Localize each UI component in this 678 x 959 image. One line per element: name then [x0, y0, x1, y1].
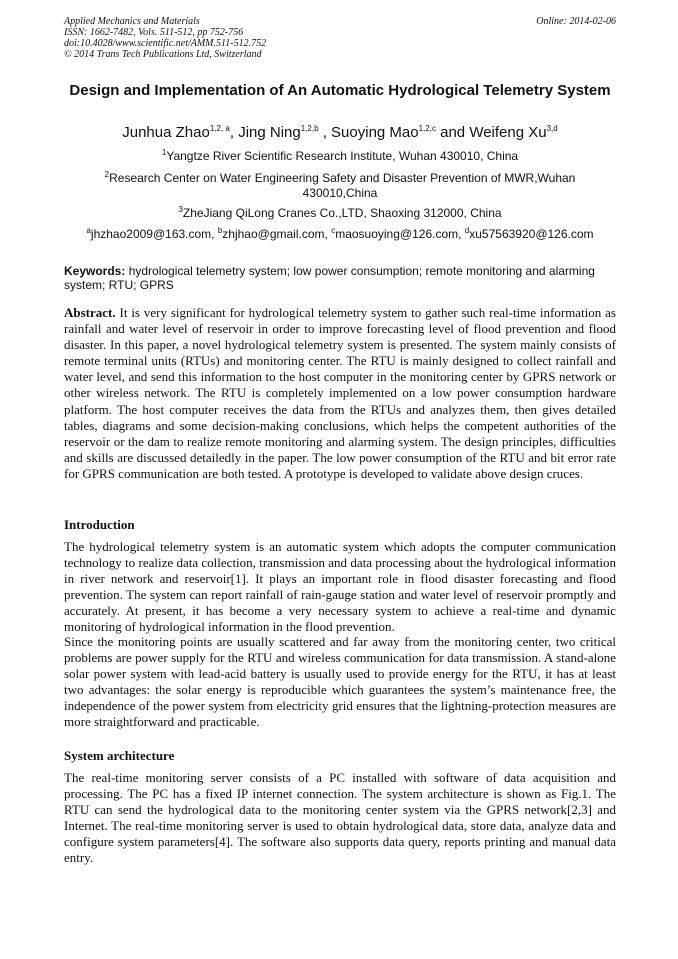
author-sup: 1,2,b	[300, 124, 319, 133]
affiliation-1	[64, 149, 616, 164]
author-sup: 1,2,c	[418, 124, 436, 133]
author-list: Junhua Zhao$^{1,2, a}$, Jing Ning$^{1,2,b}$ , Suoying Mao$^{1,2,c}$ and Weifeng Xu$^{3,d}$	[122, 124, 558, 141]
affiliation-text: ZheJiang QiLong Cranes Co.,LTD, Shaoxing 312000, China	[182, 206, 502, 220]
journal-header	[64, 16, 616, 60]
affiliation-sup: 1	[161, 148, 167, 157]
paper-title: Design and Implementation of An Automatic Hydrological Telemetry System	[69, 82, 611, 99]
email-sup: b	[217, 226, 223, 235]
email-address: jhzhao2009@163.com	[90, 227, 212, 241]
affiliation-3	[64, 206, 616, 221]
affiliation-sup: 3	[178, 205, 183, 214]
email-list: $^a$jhzhao2009@163.com, $^b$zhjhao@gmail.com, $^c$maosuoying@126.com, $^d$xu57563920@126.com	[86, 226, 594, 241]
paragraph: The hydrological telemetry system is an automatic system which adopts the computer communication technology to realize data collection, transmission and data processing about the hydrological information in river network and reservoir[1]. It plays an important role in flood disaster forecasting and flood prevention. The system can report rainfall of rain-gauge station and water level of reservoir promptly and accurately. At present, it has become a very necessary system to achieve a real-time and dynamic monitoring of hydrological information in the flood prevention.	[64, 539, 616, 635]
email-sup: c	[331, 226, 336, 235]
author-name: Suoying Mao	[331, 124, 419, 141]
author-sup: 3,d	[546, 124, 558, 133]
journal-doi: doi:10.4028/www.scientific.net/AMM.511-512.752	[64, 38, 267, 49]
journal-name: Applied Mechanics and Materials	[64, 16, 200, 27]
author-sup: 1,2, a	[209, 124, 230, 133]
abstract	[64, 305, 616, 482]
email-sup: a	[86, 226, 91, 235]
affiliation-text: Research Center on Water Engineering Safety and Disaster Prevention of MWR,Wuhan 430010,China	[109, 171, 576, 200]
keywords	[64, 264, 616, 292]
affiliation-2	[64, 171, 616, 201]
paragraph: Since the monitoring points are usually scattered and far away from the monitoring center, two critical problems are power supply for the RTU and wireless communication for data transmission. A stand-alone solar power system with lead-acid battery is usually used to provide energy for the RTU, it has at least two advantages: the solar energy is reproducible which guarantees the system’s maintenance free, the independence of the power system from electricity grid ensures that the lightning-protection measures are more straightforward and practicable.	[64, 634, 616, 730]
author-name: Jing Ning	[238, 124, 301, 141]
section-heading-introduction: Introduction	[64, 517, 135, 532]
keywords-text: hydrological telemetry system; low power consumption; remote monitoring and alarming system; RTU; GPRS	[64, 264, 595, 292]
abstract-label: Abstract.	[64, 305, 116, 320]
email-sup: d	[464, 226, 470, 235]
email-address: maosuoying@126.com	[335, 227, 459, 241]
journal-issn: ISSN: 1662-7482, Vols. 511-512, pp 752-756	[64, 27, 244, 38]
paragraph: The real-time monitoring server consists of a PC installed with software of data acquisition and processing. The PC has a fixed IP internet connection. The system architecture is shown as Fig.1. The RTU can send the hydrological data to the monitoring center system via the GPRS network[2,3] and Internet. The real-time monitoring server is used to obtain hydrological data, store data, analyze data and configure system parameters[4]. The software also supports data query, reports printing and manual data entry.	[64, 770, 616, 866]
email-address: zhjhao@gmail.com	[222, 227, 325, 241]
author-name: Weifeng Xu	[469, 124, 547, 141]
affiliation-text: Yangtze River Scientific Research Institute, Wuhan 430010, China	[166, 149, 519, 163]
online-date: Online: 2014-02-06	[536, 16, 616, 27]
abstract-text: It is very significant for hydrological telemetry system to gather such real-time information as rainfall and water level of reservoir in order to improve forecasting level of flood prevention and flood disaster. In this paper, a novel hydrological telemetry system is presented. The system mainly consists of remote terminal units (RTUs) and monitoring center. The RTU is mainly designed to collect rainfall and water level, and send this information to the host computer in the monitoring center by GPRS network or other wireless network. The RTU is completely implemented on a low power consumption hardware platform. The host computer receives the data from the RTUs and analyzes them, then gives detailed tables, diagrams and some decision-making conclusions, which helps the competent authorities of the reservoir or the dam to realize remote monitoring and alarming system. The design principles, difficulties and skills are discussed detailedly in the paper. The low power consumption of the RTU and bit error rate for GPRS communication are both tested. A prototype is developed to validate above design cruces.	[64, 305, 616, 481]
section-heading-system-architecture: System architecture	[64, 748, 175, 763]
email-address: xu57563920@126.com	[469, 227, 594, 241]
keywords-label: Keywords:	[64, 264, 126, 278]
author-name: Junhua Zhao	[122, 124, 210, 141]
affiliation-sup: 2	[104, 170, 110, 179]
journal-copyright: © 2014 Trans Tech Publications Ltd, Switzerland	[64, 49, 262, 60]
